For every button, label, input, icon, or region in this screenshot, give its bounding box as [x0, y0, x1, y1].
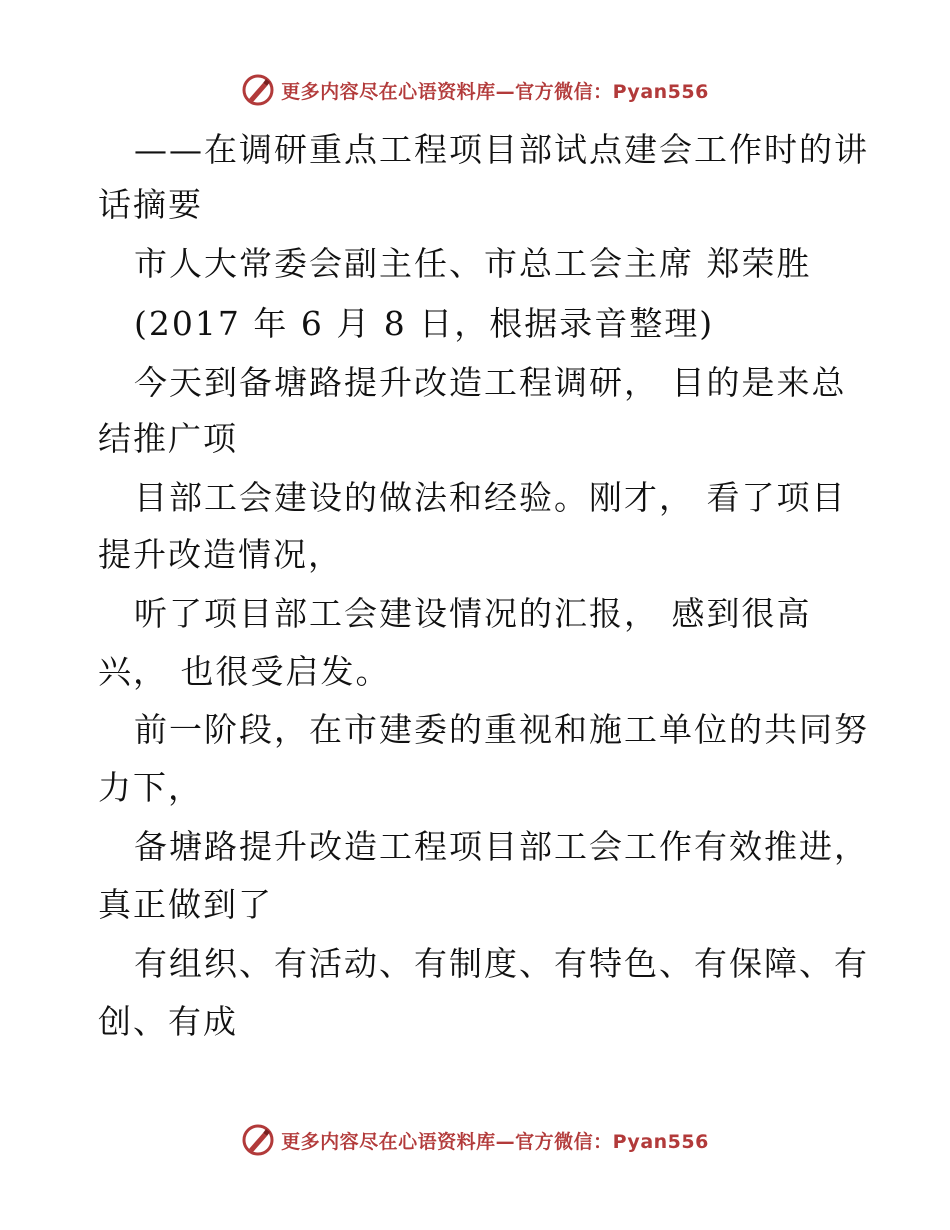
text-line: 有组织、有活动、有制度、有特色、有保障、有 [134, 944, 869, 983]
pen-logo-icon [241, 73, 275, 107]
text-line: 目部工会建设的做法和经验。刚才， 看了项目 [134, 478, 847, 517]
text-line: 力下， [98, 768, 203, 807]
text-line: 市人大常委会副主任、市总工会主席 郑荣胜 [134, 244, 812, 283]
text-line: 兴， 也很受启发。 [98, 652, 391, 691]
text-line: 真正做到了 [98, 885, 273, 924]
header-watermark [0, 70, 950, 110]
text-line: 提升改造情况， [98, 535, 343, 574]
footer-watermark-text: 更多内容尽在心语资料库—官方微信：Pyan556 [281, 1130, 709, 1153]
text-line: 听了项目部工会建设情况的汇报， 感到很高 [134, 594, 812, 633]
text-line: ——在调研重点工程项目部试点建会工作时的讲 [134, 130, 869, 169]
text-line: 备塘路提升改造工程项目部工会工作有效推进， [134, 827, 869, 866]
text-line: 结推广项 [98, 419, 238, 458]
text-line: 话摘要 [98, 185, 203, 224]
pen-logo-icon [241, 1123, 275, 1157]
text-line: 前一阶段，在市建委的重视和施工单位的共同努 [134, 710, 869, 749]
text-line: 创、有成 [98, 1002, 238, 1041]
header-watermark-text: 更多内容尽在心语资料库—官方微信：Pyan556 [281, 80, 709, 103]
text-line: 今天到备塘路提升改造工程调研， 目的是来总 [134, 363, 847, 402]
text-line: (2017 年 6 月 8 日，根据录音整理) [134, 304, 715, 343]
footer-watermark [0, 1120, 950, 1160]
